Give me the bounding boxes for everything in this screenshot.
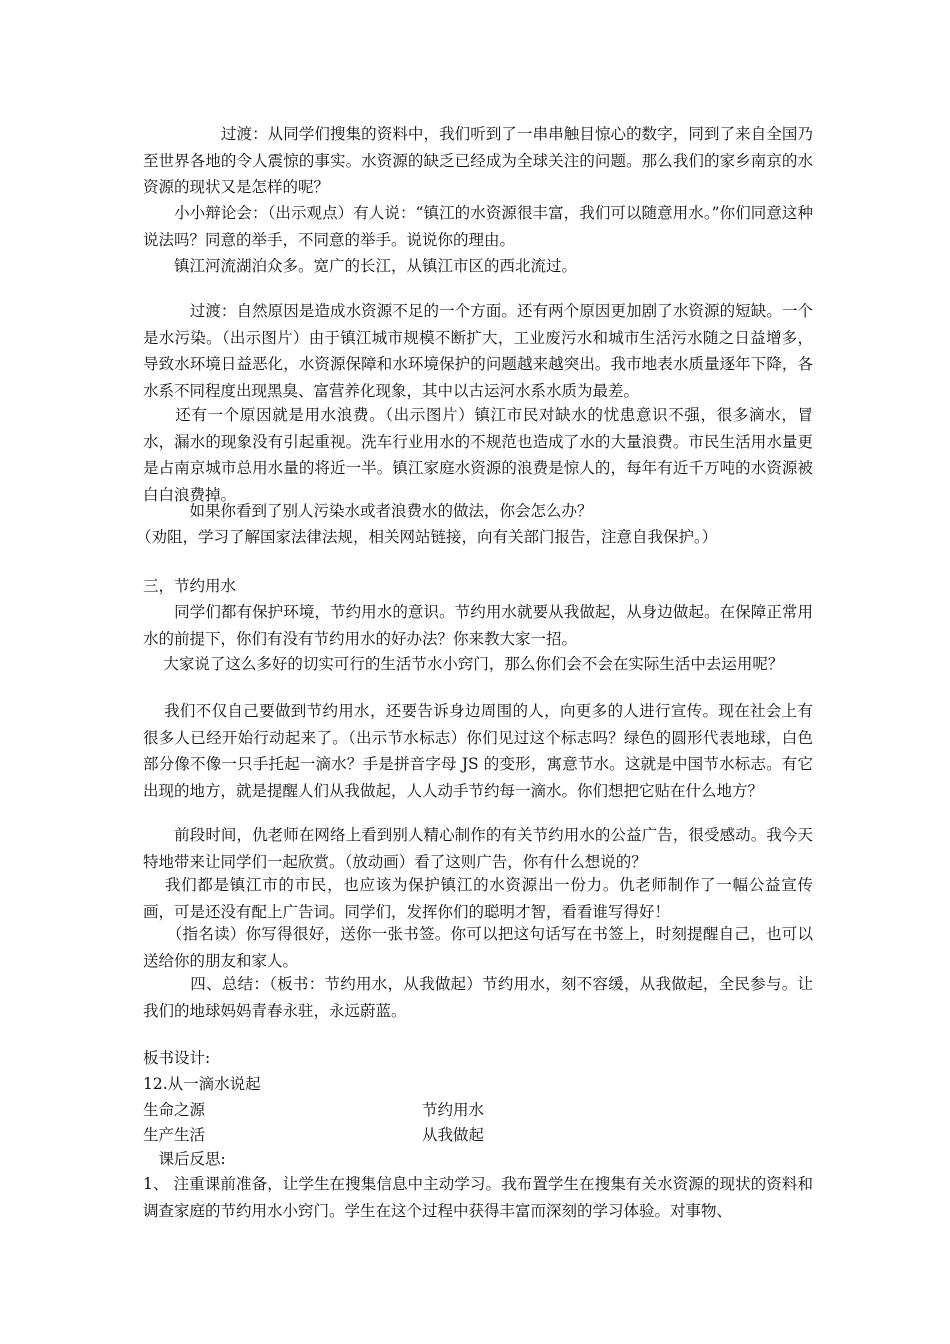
reflection-heading: 课后反思: — [143, 1150, 226, 1168]
paragraph-transition-1: 过渡：从同学们搜集的资料中，我们听到了一串串触目惊心的数字，同到了来自全国乃至世界各地的令人震惊的事实。水资源的缺乏已经成为全球关注的问题。那么我们的家乡南京的水资源的现状又是怎样的呢？ — [143, 125, 813, 196]
reflection-paragraph-1: 1、 注重课前准备，让学生在搜集信息中主动学习。我布置学生在搜集有关水资源的现状的资料和调查家庭的节约用水小窍门。学生在这个过程中获得丰富而深刻的学习体验。对事物、 — [143, 1175, 813, 1220]
paragraph-summary: 四、总结：（板书：节约用水，从我做起）节约用水，刻不容缓，从我做起，全民参与。让我们的地球妈妈青春永驻，永远蔚蓝。 — [143, 975, 813, 1020]
paragraph-answer: （劝阻，学习了解国家法律法规，相关网站链接，向有关部门报告，注意自我保护。） — [136, 528, 718, 546]
paragraph-ad: 前段时间，仇老师在网络上看到别人精心制作的有关节约用水的公益广告，很受感动。我今天特地带来让同学们一起欣赏。（放动画）看了这则广告，你有什么想说的？ — [143, 826, 813, 871]
board-row1-left: 生命之源 — [143, 1101, 206, 1119]
paragraph-bookmark: （指名读）你写得很好，送你一张书签。你可以把这句话写在书签上，时刻提醒自己，也可以送给你的朋友和家人。 — [143, 925, 813, 970]
board-design-heading: 板书设计: — [143, 1049, 211, 1067]
paragraph-awareness: 同学们都有保护环境，节约用水的意识。节约用水就要从我做起，从身边做起。在保障正常用水的前提下，你们有没有节约用水的好办法？你来教大家一招。 — [143, 603, 813, 648]
paragraph-tips: 大家说了这么多好的切实可行的生活节水小窍门，那么你们会不会在实际生活中去运用呢？ — [143, 655, 784, 673]
paragraph-poster: 我们都是镇江市的市民，也应该为保护镇江的水资源出一份力。仇老师制作了一幅公益宣传画，可是还没有配上广告词。同学们，发挥你们的聪明才智，看看谁写得好！ — [143, 876, 813, 921]
paragraph-debate: 小小辩论会：（出示观点）有人说：“镇江的水资源很丰富，我们可以随意用水。”你们同意这种说法吗？同意的举手，不同意的举手。说说你的理由。 — [143, 204, 813, 249]
paragraph-question: 如果你看到了别人污染水或者浪费水的做法，你会怎么办？ — [143, 502, 593, 520]
paragraph-logo: 我们不仅自己要做到节约用水，还要告诉身边周围的人，向更多的人进行宣传。现在社会上有很多人已经开始行动起来了。（出示节水标志）你们见过这个标志吗？绿色的圆形代表地球，白色部分像不像一只手托起一滴水？手是拼音字母 JS 的变形，寓意节水。这就是中国节水标志。有它出现的地方，就是提醒人们从我做起，人人动手节约每一滴水。你们想把它贴在什么地方？ — [143, 702, 813, 800]
paragraph-waste: 还有一个原因就是用水浪费。（出示图片）镇江市民对缺水的忧患意识不强，很多滴水，冒水，漏水的现象没有引起重视。洗车行业用水的不规范也造成了水的大量浪费。市民生活用水量更是占南京城市总用水量的将近一半。镇江家庭水资源的浪费是惊人的，每年有近千万吨的水资源被白白浪费掉。 — [143, 406, 813, 504]
board-row1-right: 节约用水 — [422, 1101, 485, 1119]
board-row2-right: 从我做起 — [422, 1126, 485, 1144]
paragraph-transition-2: 过渡：自然原因是造成水资源不足的一个方面。还有两个原因更加剧了水资源的短缺。一个是水污染。（出示图片）由于镇江城市规模不断扩大，工业废污水和城市生活污水随之日益增多，导致水环境日益恶化，水资源保障和水环境保护的问题越来越突出。我市地表水质量逐年下降，各水系不同程度出现黑臭、富营养化现象，其中以古运河水系水质为最差。 — [143, 302, 813, 400]
board-row2-left: 生产生活 — [143, 1126, 206, 1144]
section-heading-save-water: 三，节约用水 — [143, 577, 237, 595]
board-title: 12.从一滴水说起 — [143, 1075, 261, 1093]
paragraph-rivers: 镇江河流湖泊众多。宽广的长江，从镇江市区的西北流过。 — [143, 257, 578, 275]
